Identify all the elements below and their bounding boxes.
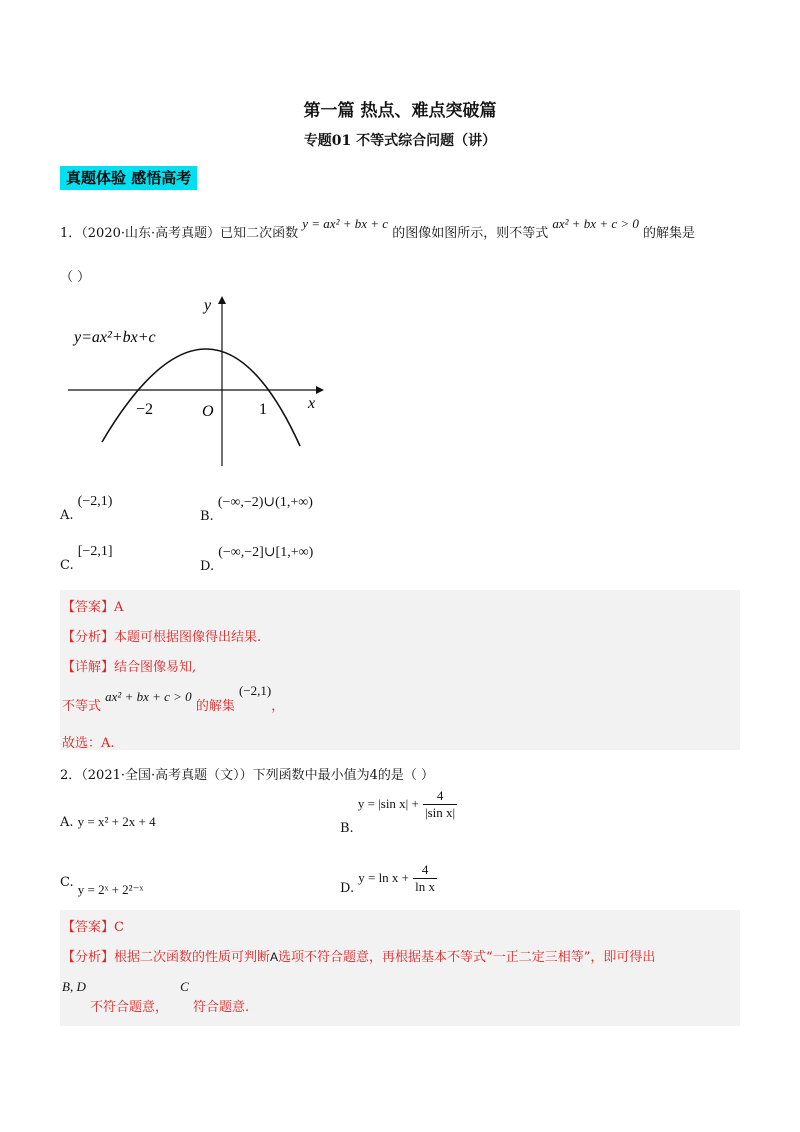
- q1-option-a: [60, 494, 113, 523]
- q1-parabola-graph: [64, 290, 334, 470]
- option-letter: A.: [60, 508, 74, 523]
- analysis-c: C: [180, 979, 189, 994]
- answer-value: A: [114, 600, 124, 615]
- q2-option-d: [340, 862, 437, 895]
- analysis-tag: 【分析】: [62, 630, 115, 645]
- q1-stem: [60, 216, 760, 241]
- analysis-option-a: A: [270, 950, 279, 964]
- q1-option-d: [200, 544, 314, 574]
- detail-text: 结合图像易知,: [114, 660, 197, 675]
- q2-answer-line: [62, 916, 124, 935]
- graph-y-label: y: [204, 297, 212, 314]
- q2-option-c: [60, 874, 144, 897]
- analysis-text: 本题可根据图像得出结果.: [114, 630, 262, 645]
- analysis-bd: B, D: [62, 979, 86, 994]
- analysis-tag: 【分析】: [62, 950, 115, 965]
- option-letter: A.: [60, 815, 74, 830]
- q1-option-b: [200, 494, 313, 524]
- q1-answer-line: [62, 596, 123, 615]
- answer-tag: 【答案】: [62, 920, 115, 935]
- fraction-denominator: ln x: [415, 879, 436, 894]
- fraction-numerator: 4: [423, 788, 457, 805]
- q1-ineq: ax² + bx + c > 0: [552, 216, 639, 231]
- q1-func: y = ax² + bx + c: [302, 216, 389, 231]
- option-value: y = 2ˣ + 2²⁻ˣ: [77, 882, 144, 897]
- option-letter: B.: [200, 509, 214, 524]
- fraction-numerator: 4: [413, 862, 437, 879]
- q1-stem-b: 的图像如图所示，则不等式: [392, 226, 549, 241]
- q2-stem: 2．（2021·全国·高考真题（文））下列函数中最小值为4的是（ ）: [60, 768, 435, 783]
- solution-prefix: 不等式: [62, 699, 102, 714]
- solution-set: (−2,1): [238, 683, 272, 698]
- q1-conclusion: 故选：A.: [62, 736, 115, 751]
- q1-solution-line: [62, 683, 285, 714]
- answer-tag: 【答案】: [62, 600, 115, 615]
- fraction-denominator: |sin x|: [425, 805, 456, 820]
- q1-stem-a: 1．（2020·山东·高考真题）已知二次函数: [60, 226, 299, 241]
- option-value: (−2,1): [77, 494, 113, 509]
- option-letter: D.: [200, 559, 215, 574]
- q1-detail-line: [62, 656, 196, 675]
- graph-x-label: x: [308, 395, 316, 412]
- q2-option-a: [60, 814, 156, 830]
- analysis-text-a: 根据二次函数的性质可判断: [114, 950, 271, 965]
- solution-mid: 的解集: [195, 699, 235, 714]
- analysis-bd-text: 不符合题意，: [89, 1000, 168, 1015]
- q2-option-b: [340, 788, 457, 836]
- x-axis-arrow: [316, 386, 324, 394]
- option-b-prefix: y = |sin x| +: [357, 796, 419, 811]
- page-subtitle: 专题01 不等式综合问题（讲）: [303, 133, 497, 149]
- graph-root-minus-two: −2: [136, 401, 154, 418]
- solution-comma: ，: [271, 699, 285, 714]
- option-value: (−∞,−2)∪(1,+∞): [217, 495, 313, 510]
- option-letter: B.: [340, 821, 354, 836]
- graph-root-one: 1: [259, 401, 267, 418]
- option-letter: C.: [60, 875, 74, 890]
- q1-option-c: [60, 544, 113, 573]
- option-d-prefix: y = ln x +: [358, 870, 410, 885]
- page-title: 第一篇 热点、难点突破篇: [303, 101, 497, 121]
- detail-tag: 【详解】: [62, 660, 115, 675]
- option-b-fraction: [423, 788, 457, 821]
- y-axis-arrow: [218, 296, 226, 304]
- section-banner: 真题体验 感悟高考: [60, 166, 197, 190]
- q2-analysis-line-2: [62, 979, 250, 1015]
- solution-inequality: ax² + bx + c > 0: [105, 689, 192, 704]
- option-letter: C.: [60, 558, 74, 573]
- parabola-curve: [102, 349, 300, 446]
- q1-paren: （ ）: [60, 270, 91, 285]
- option-value: [−2,1]: [77, 544, 113, 559]
- analysis-c-text: 符合题意.: [192, 1000, 250, 1015]
- answer-value: C: [114, 920, 124, 935]
- option-value: y = x² + 2x + 4: [77, 814, 156, 829]
- graph-origin-label: O: [202, 403, 214, 420]
- q2-analysis-line: [62, 946, 738, 965]
- graph-function-label: y=ax²+bx+c: [74, 329, 156, 346]
- analysis-text-b: 选项不符合题意，再根据基本不等式“一正二定三相等”，即可得出: [278, 950, 656, 965]
- q1-analysis-line: [62, 626, 261, 645]
- q1-stem-c: 的解集是: [643, 226, 696, 241]
- option-d-fraction: [413, 862, 437, 895]
- option-value: (−∞,−2]∪[1,+∞): [218, 545, 314, 560]
- option-letter: D.: [340, 881, 355, 896]
